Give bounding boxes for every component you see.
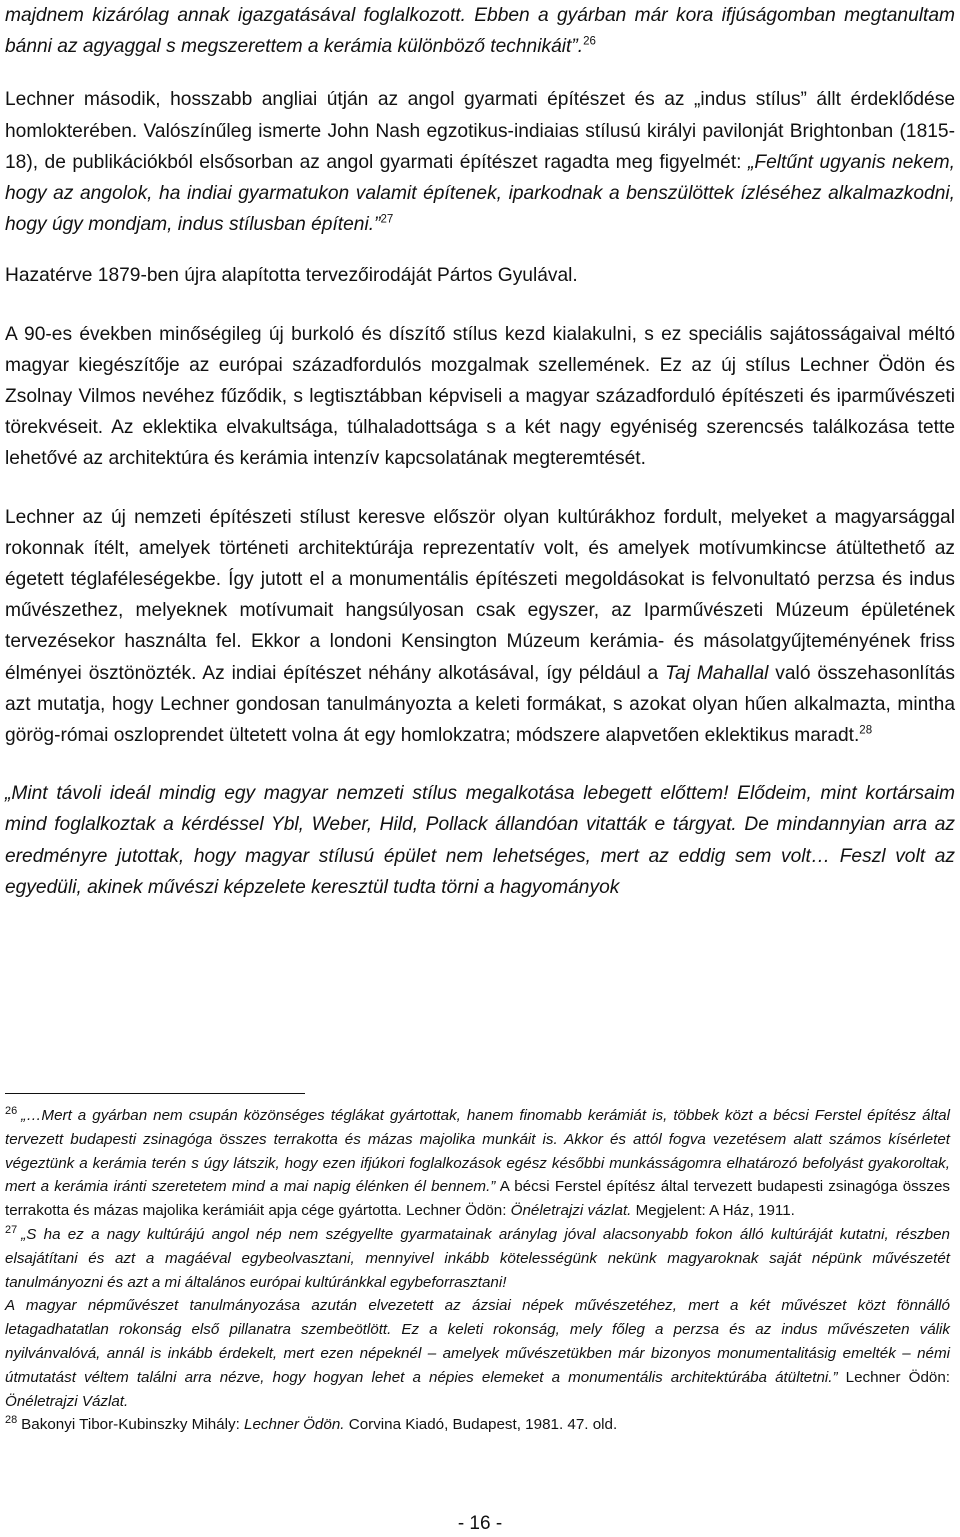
paragraph-5 — [5, 502, 955, 752]
nash-quote: „Feltűnt ugyanis nekem, hogy az angolok, ha indiai gyarmatukon valamit építenek, iparkodnak a benszülöttek ízléséhez alkalmazkodni, hogy úgy mondjam, indus stílusban építeni.” — [5, 151, 955, 236]
footnote-27-cont — [5, 1294, 950, 1413]
paragraph-3: Hazatérve 1879-ben újra alapította tervezőirodáját Pártos Gyulával. — [5, 265, 578, 287]
page-number: - 16 - — [457, 1513, 503, 1534]
footnote-text: A bécsi Ferstel építész által tervezett budapesti zsinagóga összes terrakotta és mázas majolika kerámiáit apja cége gyártotta. Lechner Ödön: — [5, 1178, 950, 1220]
footnote-26 — [5, 1104, 950, 1223]
footnote-title: Lechner Ödön. — [244, 1416, 345, 1434]
footnote-ref-28[interactable]: 28 — [859, 724, 873, 737]
footnote-title: Önéletrajzi Vázlat. — [5, 1392, 129, 1410]
footnote-27 — [5, 1223, 950, 1294]
footnote-quote: „S ha ez a nagy kultúrájú angol nép nem szégyellte gyarmatainak aránylag jóval alacsonyabb fokon álló kultúráját kutatni, részben elsajátítani és azt a magáéval egybeolvasztani, mennyivel inkább kötelességünk nekünk magyaroknak saját népünk művészetét tanulmányozni és azt a mi általános európai kultúránkkal egybeforrasztani! — [5, 1225, 950, 1291]
paragraph-4: A 90-es években minőségileg új burkoló és díszítő stílus kezd kialakulni, s ez speciális sajátosságaival méltó magyar kiegészítője az európai századfordulós mozgalmak szellemének. Ez az új stílus Lechner Ödön és Zsolnay Vilmos nevéhez fűződik, s legtisztábban képviseli a magyar századforduló építészeti és iparművészeti törekvéseit. Az eklektika elvakultsága, túlhaladottsága s a két nagy egyéniség szerencsés találkozása tette lehetővé az architektúra és kerámia intenzív kapcsolatának megteremtését. — [5, 323, 955, 470]
footnote-tail: Corvina Kiadó, Budapest, 1981. 47. old. — [344, 1416, 618, 1434]
paragraph-1 — [5, 0, 955, 62]
footnote-number: 28 — [5, 1414, 18, 1427]
footnote-number: 26 — [5, 1104, 18, 1117]
footnote-quote: „…Mert a gyárban nem csupán közönséges téglákat gyártottak, hanem finomabb kerámiát is, többek közt a bécsi Ferstel építész által tervezett budapesti zsinagóga összes terrakotta és mázas majolika munkáit is. Akkor és attól fogva vezetésem alatt számos kísérletet végeztünk a kerámia terén s úgy látszik, hogy ezen ifjúkori foglalkozások egész későbbi munkásságomra elhatározó befolyást gyakoroltak, mert a kerámia iránti szeretetem mind a mai napig élénken él bennem.” — [5, 1107, 950, 1196]
footnote-ref-27[interactable]: 27 — [380, 213, 394, 226]
paragraph-text: Lechner az új nemzeti építészeti stílust keresve először olyan kultúrákhoz fordult, melyeket a magyarsággal rokonnak ítélt, amelyek történeti architektúrája reprezentatív volt, és amelyek motívumkincse átültethető az égetett téglaféleségekbe. Így jutott el a monumentális építészeti megoldásokat is felvonultató perzsa és indus művészethez, melyeknek motívumait hangsúlyosan csak egyszer, az Iparművészeti Múzeum épületének tervezésekor használta fel. Ekkor a londoni Kensington Múzeum kerámia- és másolatgyűjteményének friss élményei ösztönözték. Az indiai építészet néhány alkotásával, így például a — [5, 506, 955, 684]
paragraph-text: Lechner második, hosszabb angliai útján az angol gyarmati építészet és az „indus stílus” állt érdeklődése homlokterében. Valószínűleg ismerte John Nash egzotikus-indiaias stílusú királyi pavilonját Brightonban (1815-18), de publikációkból elsősorban az angol gyarmati építészet ragadta meg figyelmét: — [5, 89, 955, 173]
paragraph-6-quote: „Mint távoli ideál mindig egy magyar nemzeti stílus megalkotása lebegett előttem! Elődeim, mint kortársaim mind foglalkoztak a kérdéssel Ybl, Weber, Hild, Pollack állandóan vitatták e tárgyat. De mindannyian arra az eredményre jutottak, hogy magyar stílusú épület nem lehetséges, mert az eddig sem volt… Feszl volt az egyedüli, akinek művészi képzelete keresztül tudta törni a hagyományok — [5, 783, 955, 898]
footnote-text: Bakonyi Tibor-Kubinszky Mihály: — [21, 1416, 245, 1434]
footnotes — [5, 1104, 950, 1437]
footnote-number: 27 — [5, 1223, 18, 1236]
document-body — [5, 0, 955, 903]
footnote-text: Lechner Ödön: — [837, 1368, 950, 1386]
quote-continuation: majdnem kizárólag annak igazgatásával foglalkozott. Ebben a gyárban már kora ifjúságomban megtanultam bánni az agyaggal s megszerettem a kerámia különböző technikáit”. — [5, 5, 955, 58]
paragraph-text-cont: való összehasonlítás azt mutatja, hogy Lechner gondosan tanulmányozta a keleti formákat, s azokat olyan hűen alkalmazta, mintha görög-római oszloprendet ültetett volna át egy homlokzatra; módszere alapvetően eklektikus maradt. — [5, 662, 955, 747]
taj-mahal-emphasis: Taj Mahallal — [665, 662, 769, 684]
paragraph-2 — [5, 84, 955, 240]
footnote-separator — [5, 1093, 305, 1094]
footnote-tail: Megjelent: A Ház, 1911. — [631, 1202, 795, 1220]
footnote-title: Önéletrajzi vázlat. — [510, 1202, 632, 1220]
footnote-28 — [5, 1413, 950, 1437]
footnote-ref-26[interactable]: 26 — [583, 35, 596, 48]
footnote-quote: A magyar népművészet tanulmányozása azután elvezetett az ázsiai népek művészetéhez, mert a két művészet közt fönnálló letagadhatatlan rokonság első pillanatra szembeötlött. Ez a keleti rokonság, mely főleg a perzsa és az indus művészeten válik nyilvánvalóvá, annál is inkább érdekelt, mert ezen népeknél – amelyek művészetükben már bizonyos monumentalitásig emelték – némi útmutatást véltem találni arra nézve, hogy hogyan lehet a népies elemeket a monumentális architektúrába átültetni.” — [5, 1297, 950, 1386]
